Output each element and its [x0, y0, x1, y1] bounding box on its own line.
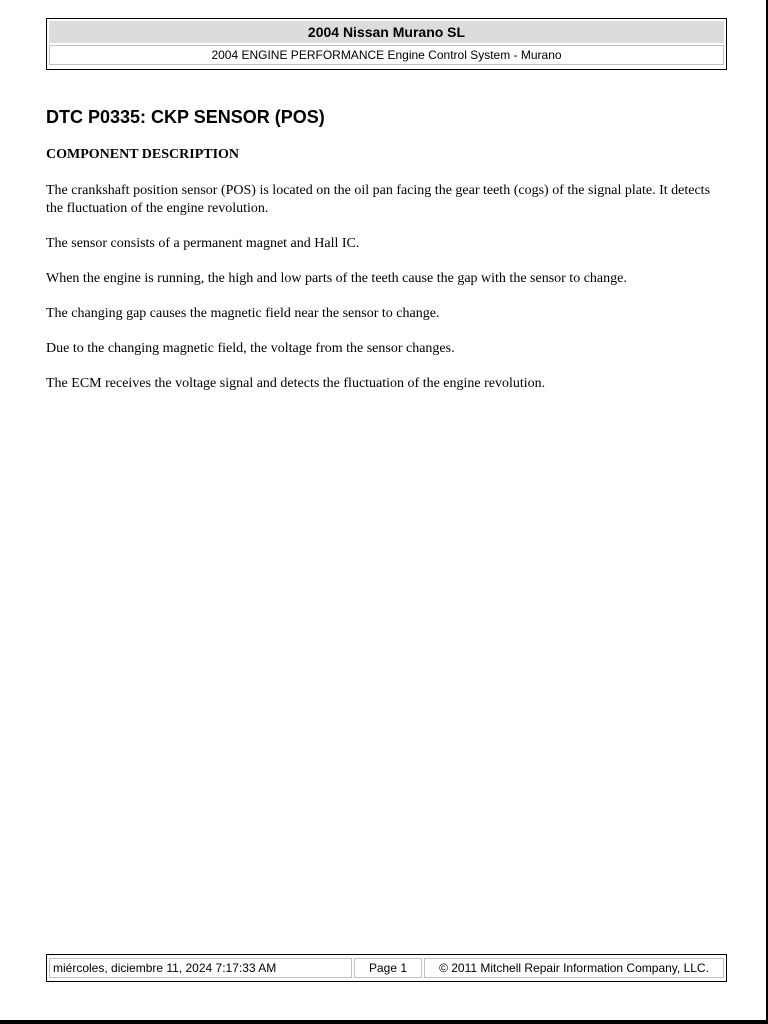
paragraph: Due to the changing magnetic field, the voltage from the sensor changes.	[46, 341, 455, 356]
paragraph: The ECM receives the voltage signal and detects the fluctuation of the engine revolution.	[46, 376, 546, 391]
component-description-body	[46, 182, 726, 410]
paragraph: When the engine is running, the high and low parts of the teeth cause the gap with the sensor to change.	[46, 271, 627, 286]
dtc-title: DTC P0335: CKP SENSOR (POS)	[46, 107, 325, 127]
vehicle-title: 2004 Nissan Murano SL	[49, 21, 724, 43]
paragraph: The crankshaft position sensor (POS) is located on the oil pan facing the gear teeth (cogs) of the signal plate. It detects the fluctuation of the engine revolution.	[46, 183, 711, 216]
copyright-notice: © 2011 Mitchell Repair Information Company, LLC.	[424, 958, 724, 978]
system-subtitle: 2004 ENGINE PERFORMANCE Engine Control System - Murano	[49, 45, 724, 65]
page-number: Page 1	[354, 958, 422, 978]
paragraph: The changing gap causes the magnetic field near the sensor to change.	[46, 306, 440, 321]
section-heading: COMPONENT DESCRIPTION	[46, 147, 240, 162]
page-header	[46, 18, 727, 70]
print-date: miércoles, diciembre 11, 2024 7:17:33 AM	[49, 958, 352, 978]
page-footer	[46, 954, 727, 982]
paragraph: The sensor consists of a permanent magnet and Hall IC.	[46, 236, 360, 251]
